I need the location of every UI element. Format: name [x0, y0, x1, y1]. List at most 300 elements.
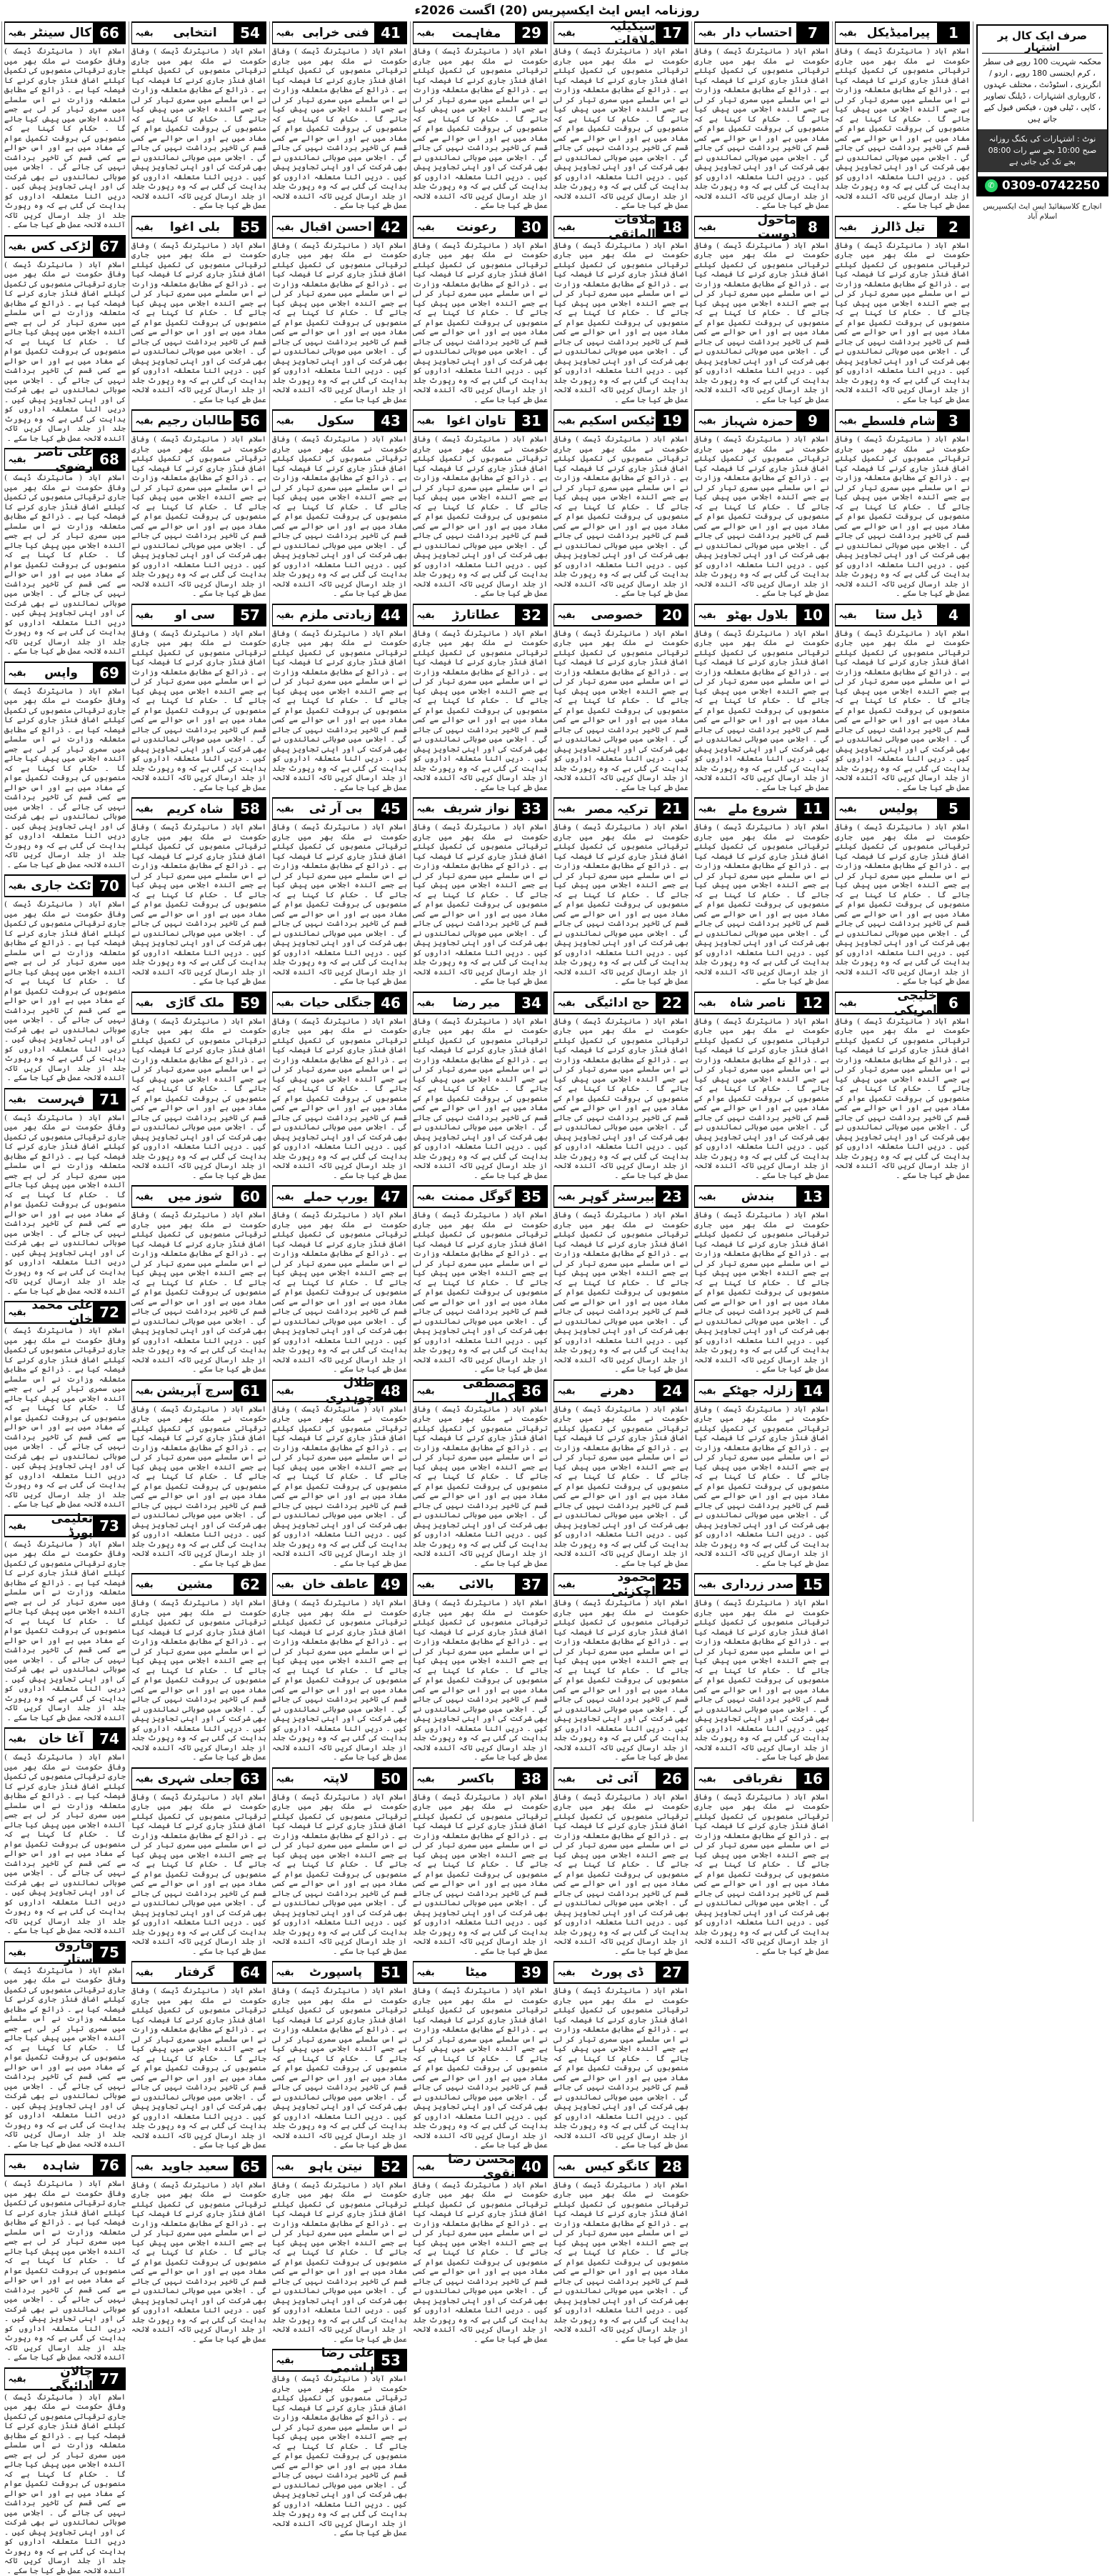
continued-tag: بقیہ — [272, 799, 297, 819]
story-number: 5 — [937, 799, 970, 819]
story-number: 65 — [234, 2157, 266, 2177]
story-header — [694, 797, 829, 820]
story-body: اسلام آباد ( مانیٹرنگ ڈیسک ) وفاقی حکومت نے ملک بھر میں جاری ترقیاتی منصوبوں کی تکمیل کیلئے اضافی فنڈز جاری کرنے کا فیصلہ کیا ہے ۔ ذرائع کے مطابق متعلقہ وزارت نے اس سلسلے میں سمری تیار کر لی ہے جسے آئندہ اجلاس میں پیش کیا جائے گا ۔ حکام کا کہنا ہے کہ منصوبوں کی بروقت تکمیل عوام کے مفاد میں ہے اور اس حوالے سے کسی قسم کی تاخیر برداشت نہیں کی جائے گی ۔ اجلاس میں صوبائی نمائندوں نے بھی شرکت کی اور اپنی تجاویز پیش کیں ۔ دریں اثنا متعلقہ اداروں کو ہدایت کی گئی ہے کہ وہ رپورٹ جلد از جلد ارسال کریں تاکہ آئندہ لائحہ عمل طے کیا جا سکے ۔ — [694, 435, 829, 599]
story-section — [272, 604, 407, 794]
story-title: لاپتہ — [297, 1769, 374, 1789]
continued-tag: بقیہ — [413, 2157, 438, 2177]
story-body: اسلام آباد ( مانیٹرنگ ڈیسک ) وفاقی حکومت نے ملک بھر میں جاری ترقیاتی منصوبوں کی تکمیل کیلئے اضافی فنڈز جاری کرنے کا فیصلہ کیا ہے ۔ ذرائع کے مطابق متعلقہ وزارت نے اس سلسلے میں سمری تیار کر لی ہے جسے آئندہ اجلاس میں پیش کیا جائے گا ۔ حکام کا کہنا ہے کہ منصوبوں کی بروقت تکمیل عوام کے مفاد میں ہے اور اس حوالے سے کسی قسم کی تاخیر برداشت نہیں کی جائے گی ۔ اجلاس میں صوبائی نمائندوں نے بھی شرکت کی اور اپنی تجاویز پیش کیں ۔ دریں اثنا متعلقہ اداروں کو ہدایت کی گئی ہے کہ وہ رپورٹ جلد از جلد ارسال کریں تاکہ آئندہ لائحہ عمل طے کیا جا سکے ۔ — [694, 629, 829, 794]
story-number: 16 — [796, 1769, 829, 1789]
story-header — [694, 1573, 829, 1596]
story-body: اسلام آباد ( مانیٹرنگ ڈیسک ) وفاقی حکومت نے ملک بھر میں جاری ترقیاتی منصوبوں کی تکمیل کیلئے اضافی فنڈز جاری کرنے کا فیصلہ کیا ہے ۔ ذرائع کے مطابق متعلقہ وزارت نے اس سلسلے میں سمری تیار کر لی ہے جسے آئندہ اجلاس میں پیش کیا جائے گا ۔ حکام کا کہنا ہے کہ منصوبوں کی بروقت تکمیل عوام کے مفاد میں ہے اور اس حوالے سے کسی قسم کی تاخیر برداشت نہیں کی جائے گی ۔ اجلاس میں صوبائی نمائندوں نے بھی شرکت کی اور اپنی تجاویز پیش کیں ۔ دریں اثنا متعلقہ اداروں کو ہدایت کی گئی ہے کہ وہ رپورٹ جلد از جلد ارسال کریں تاکہ آئندہ لائحہ عمل طے کیا جا سکے ۔ — [131, 1405, 266, 1569]
story-header — [272, 2349, 407, 2372]
story-body: اسلام آباد ( مانیٹرنگ ڈیسک ) وفاقی حکومت نے ملک بھر میں جاری ترقیاتی منصوبوں کی تکمیل کیلئے اضافی فنڈز جاری کرنے کا فیصلہ کیا ہے ۔ ذرائع کے مطابق متعلقہ وزارت نے اس سلسلے میں سمری تیار کر لی ہے جسے آئندہ اجلاس میں پیش کیا جائے گا ۔ حکام کا کہنا ہے کہ منصوبوں کی بروقت تکمیل عوام کے مفاد میں ہے اور اس حوالے سے کسی قسم کی تاخیر برداشت نہیں کی جائے گی ۔ اجلاس میں صوبائی نمائندوں نے بھی شرکت کی اور اپنی تجاویز پیش کیں ۔ دریں اثنا متعلقہ اداروں کو ہدایت کی گئی ہے کہ وہ رپورٹ جلد از جلد ارسال کریں تاکہ آئندہ لائحہ عمل طے کیا جا سکے ۔ — [413, 1987, 548, 2151]
story-body: اسلام آباد ( مانیٹرنگ ڈیسک ) وفاقی حکومت نے ملک بھر میں جاری ترقیاتی منصوبوں کی تکمیل کیلئے اضافی فنڈز جاری کرنے کا فیصلہ کیا ہے ۔ ذرائع کے مطابق متعلقہ وزارت نے اس سلسلے میں سمری تیار کر لی ہے جسے آئندہ اجلاس میں پیش کیا جائے گا ۔ حکام کا کہنا ہے کہ منصوبوں کی بروقت تکمیل عوام کے مفاد میں ہے اور اس حوالے سے کسی قسم کی تاخیر برداشت نہیں کی جائے گی ۔ اجلاس میں صوبائی نمائندوں نے بھی شرکت کی اور اپنی تجاویز پیش کیں ۔ دریں اثنا متعلقہ اداروں کو ہدایت کی گئی ہے کہ وہ رپورٹ جلد از جلد ارسال کریں تاکہ آئندہ لائحہ عمل طے کیا جا سکے ۔ — [131, 2181, 266, 2345]
story-number: 23 — [656, 1187, 688, 1207]
story-body: اسلام آباد ( مانیٹرنگ ڈیسک ) وفاقی حکومت نے ملک بھر میں جاری ترقیاتی منصوبوں کی تکمیل کیلئے اضافی فنڈز جاری کرنے کا فیصلہ کیا ہے ۔ ذرائع کے مطابق متعلقہ وزارت نے اس سلسلے میں سمری تیار کر لی ہے جسے آئندہ اجلاس میں پیش کیا جائے گا ۔ حکام کا کہنا ہے کہ منصوبوں کی بروقت تکمیل عوام کے مفاد میں ہے اور اس حوالے سے کسی قسم کی تاخیر برداشت نہیں کی جائے گی ۔ اجلاس میں صوبائی نمائندوں نے بھی شرکت کی اور اپنی تجاویز پیش کیں ۔ دریں اثنا متعلقہ اداروں کو ہدایت کی گئی ہے کہ وہ رپورٹ جلد از جلد ارسال کریں تاکہ آئندہ لائحہ عمل طے کیا جا سکے ۔ — [413, 435, 548, 599]
column-7 — [129, 21, 269, 1822]
story-number: 44 — [374, 605, 407, 625]
story-number: 10 — [796, 605, 829, 625]
story-body: اسلام آباد ( مانیٹرنگ ڈیسک ) وفاقی حکومت نے ملک بھر میں جاری ترقیاتی منصوبوں کی تکمیل کیلئے اضافی فنڈز جاری کرنے کا فیصلہ کیا ہے ۔ ذرائع کے مطابق متعلقہ وزارت نے اس سلسلے میں سمری تیار کر لی ہے جسے آئندہ اجلاس میں پیش کیا جائے گا ۔ حکام کا کہنا ہے کہ منصوبوں کی بروقت تکمیل عوام کے مفاد میں ہے اور اس حوالے سے کسی قسم کی تاخیر برداشت نہیں کی جائے گی ۔ اجلاس میں صوبائی نمائندوں نے بھی شرکت کی اور اپنی تجاویز پیش کیں ۔ دریں اثنا متعلقہ اداروں کو ہدایت کی گئی ہے کہ وہ رپورٹ جلد از جلد ارسال کریں تاکہ آئندہ لائحہ عمل طے کیا جا سکے ۔ — [4, 1967, 126, 2150]
story-section — [413, 1767, 548, 1957]
story-title: پولیس — [860, 799, 937, 819]
story-section — [272, 21, 407, 211]
story-body: اسلام آباد ( مانیٹرنگ ڈیسک ) وفاقی حکومت نے ملک بھر میں جاری ترقیاتی منصوبوں کی تکمیل کیلئے اضافی فنڈز جاری کرنے کا فیصلہ کیا ہے ۔ ذرائع کے مطابق متعلقہ وزارت نے اس سلسلے میں سمری تیار کر لی ہے جسے آئندہ اجلاس میں پیش کیا جائے گا ۔ حکام کا کہنا ہے کہ منصوبوں کی بروقت تکمیل عوام کے مفاد میں ہے اور اس حوالے سے کسی قسم کی تاخیر برداشت نہیں کی جائے گی ۔ اجلاس میں صوبائی نمائندوں نے بھی شرکت کی اور اپنی تجاویز پیش کیں ۔ دریں اثنا متعلقہ اداروں کو ہدایت کی گئی ہے کہ وہ رپورٹ جلد از جلد ارسال کریں تاکہ آئندہ لائحہ عمل طے کیا جا سکے ۔ — [272, 1987, 407, 2151]
continued-tag: بقیہ — [554, 1381, 578, 1401]
continued-tag: بقیہ — [4, 663, 29, 683]
story-body: اسلام آباد ( مانیٹرنگ ڈیسک ) وفاقی حکومت نے ملک بھر میں جاری ترقیاتی منصوبوں کی تکمیل کیلئے اضافی فنڈز جاری کرنے کا فیصلہ کیا ہے ۔ ذرائع کے مطابق متعلقہ وزارت نے اس سلسلے میں سمری تیار کر لی ہے جسے آئندہ اجلاس میں پیش کیا جائے گا ۔ حکام کا کہنا ہے کہ منصوبوں کی بروقت تکمیل عوام کے مفاد میں ہے اور اس حوالے سے کسی قسم کی تاخیر برداشت نہیں کی جائے گی ۔ اجلاس میں صوبائی نمائندوں نے بھی شرکت کی اور اپنی تجاویز پیش کیں ۔ دریں اثنا متعلقہ اداروں کو ہدایت کی گئی ہے کہ وہ رپورٹ جلد از جلد ارسال کریں تاکہ آئندہ لائحہ عمل طے کیا جا سکے ۔ — [272, 1599, 407, 1763]
story-section — [4, 1727, 126, 1937]
continued-tag: بقیہ — [554, 217, 578, 237]
story-body: اسلام آباد ( مانیٹرنگ ڈیسک ) وفاقی حکومت نے ملک بھر میں جاری ترقیاتی منصوبوں کی تکمیل کیلئے اضافی فنڈز جاری کرنے کا فیصلہ کیا ہے ۔ ذرائع کے مطابق متعلقہ وزارت نے اس سلسلے میں سمری تیار کر لی ہے جسے آئندہ اجلاس میں پیش کیا جائے گا ۔ حکام کا کہنا ہے کہ منصوبوں کی بروقت تکمیل عوام کے مفاد میں ہے اور اس حوالے سے کسی قسم کی تاخیر برداشت نہیں کی جائے گی ۔ اجلاس میں صوبائی نمائندوں نے بھی شرکت کی اور اپنی تجاویز پیش کیں ۔ دریں اثنا متعلقہ اداروں کو ہدایت کی گئی ہے کہ وہ رپورٹ جلد از جلد ارسال کریں تاکہ آئندہ لائحہ عمل طے کیا جا سکے ۔ — [554, 1211, 688, 1375]
story-number: 54 — [234, 23, 266, 43]
story-title: عاطف خان — [297, 1574, 374, 1594]
continued-tag: بقیہ — [131, 23, 156, 43]
column-8 — [1, 21, 128, 1822]
continued-tag: بقیہ — [694, 411, 719, 431]
story-title: تعلیمی بورڈ — [29, 1516, 93, 1536]
story-section — [413, 21, 548, 211]
continued-tag: بقیہ — [413, 1574, 438, 1594]
story-section — [413, 604, 548, 794]
continued-tag: بقیہ — [835, 23, 860, 43]
story-title: گرفتار — [156, 1962, 234, 1982]
story-header — [272, 216, 407, 239]
story-body: اسلام آباد ( مانیٹرنگ ڈیسک ) وفاقی حکومت نے ملک بھر میں جاری ترقیاتی منصوبوں کی تکمیل کیلئے اضافی فنڈز جاری کرنے کا فیصلہ کیا ہے ۔ ذرائع کے مطابق متعلقہ وزارت نے اس سلسلے میں سمری تیار کر لی ہے جسے آئندہ اجلاس میں پیش کیا جائے گا ۔ حکام کا کہنا ہے کہ منصوبوں کی بروقت تکمیل عوام کے مفاد میں ہے اور اس حوالے سے کسی قسم کی تاخیر برداشت نہیں کی جائے گی ۔ اجلاس میں صوبائی نمائندوں نے بھی شرکت کی اور اپنی تجاویز پیش کیں ۔ دریں اثنا متعلقہ اداروں کو ہدایت کی گئی ہے کہ وہ رپورٹ جلد از جلد ارسال کریں تاکہ آئندہ لائحہ عمل طے کیا جا سکے ۔ — [131, 241, 266, 406]
story-body: اسلام آباد ( مانیٹرنگ ڈیسک ) وفاقی حکومت نے ملک بھر میں جاری ترقیاتی منصوبوں کی تکمیل کیلئے اضافی فنڈز جاری کرنے کا فیصلہ کیا ہے ۔ ذرائع کے مطابق متعلقہ وزارت نے اس سلسلے میں سمری تیار کر لی ہے جسے آئندہ اجلاس میں پیش کیا جائے گا ۔ حکام کا کہنا ہے کہ منصوبوں کی بروقت تکمیل عوام کے مفاد میں ہے اور اس حوالے سے کسی قسم کی تاخیر برداشت نہیں کی جائے گی ۔ اجلاس میں صوبائی نمائندوں نے بھی شرکت کی اور اپنی تجاویز پیش کیں ۔ دریں اثنا متعلقہ اداروں کو ہدایت کی گئی ہے کہ وہ رپورٹ جلد از جلد ارسال کریں تاکہ آئندہ لائحہ عمل طے کیا جا سکے ۔ — [131, 1987, 266, 2151]
story-section — [4, 448, 126, 657]
continued-tag: بقیہ — [694, 217, 719, 237]
story-body: اسلام آباد ( مانیٹرنگ ڈیسک ) وفاقی حکومت نے ملک بھر میں جاری ترقیاتی منصوبوں کی تکمیل کیلئے اضافی فنڈز جاری کرنے کا فیصلہ کیا ہے ۔ ذرائع کے مطابق متعلقہ وزارت نے اس سلسلے میں سمری تیار کر لی ہے جسے آئندہ اجلاس میں پیش کیا جائے گا ۔ حکام کا کہنا ہے کہ منصوبوں کی بروقت تکمیل عوام کے مفاد میں ہے اور اس حوالے سے کسی قسم کی تاخیر برداشت نہیں کی جائے گی ۔ اجلاس میں صوبائی نمائندوں نے بھی شرکت کی اور اپنی تجاویز پیش کیں ۔ دریں اثنا متعلقہ اداروں کو ہدایت کی گئی ہے کہ وہ رپورٹ جلد از جلد ارسال کریں تاکہ آئندہ لائحہ عمل طے کیا جا سکے ۔ — [835, 823, 970, 987]
story-title: بلاول بھٹو — [719, 605, 796, 625]
story-section — [4, 2367, 126, 2576]
story-title: نقرباقی — [719, 1769, 796, 1789]
story-section — [554, 21, 688, 211]
continued-tag: بقیہ — [835, 993, 860, 1013]
classified-ad-box — [976, 24, 1108, 196]
story-header — [694, 1185, 829, 1208]
story-header — [835, 216, 970, 239]
story-section — [272, 992, 407, 1182]
story-section — [131, 2155, 266, 2345]
continued-tag: بقیہ — [554, 2157, 578, 2177]
story-body: اسلام آباد ( مانیٹرنگ ڈیسک ) وفاقی حکومت نے ملک بھر میں جاری ترقیاتی منصوبوں کی تکمیل کیلئے اضافی فنڈز جاری کرنے کا فیصلہ کیا ہے ۔ ذرائع کے مطابق متعلقہ وزارت نے اس سلسلے میں سمری تیار کر لی ہے جسے آئندہ اجلاس میں پیش کیا جائے گا ۔ حکام کا کہنا ہے کہ منصوبوں کی بروقت تکمیل عوام کے مفاد میں ہے اور اس حوالے سے کسی قسم کی تاخیر برداشت نہیں کی جائے گی ۔ اجلاس میں صوبائی نمائندوں نے بھی شرکت کی اور اپنی تجاویز پیش کیں ۔ دریں اثنا متعلقہ اداروں کو ہدایت کی گئی ہے کہ وہ رپورٹ جلد از جلد ارسال کریں تاکہ آئندہ لائحہ عمل طے کیا جا سکے ۔ — [272, 1211, 407, 1375]
story-title: تاوان اغوا — [438, 411, 515, 431]
whatsapp-icon: ✆ — [985, 179, 998, 192]
continued-tag: بقیہ — [4, 1089, 29, 1109]
story-header — [272, 21, 407, 44]
column-5 — [410, 21, 550, 1822]
story-number: 39 — [515, 1962, 548, 1982]
story-title: بیرسٹر گوہر — [578, 1187, 656, 1207]
story-number: 25 — [656, 1574, 688, 1594]
story-body: اسلام آباد ( مانیٹرنگ ڈیسک ) وفاقی حکومت نے ملک بھر میں جاری ترقیاتی منصوبوں کی تکمیل کیلئے اضافی فنڈز جاری کرنے کا فیصلہ کیا ہے ۔ ذرائع کے مطابق متعلقہ وزارت نے اس سلسلے میں سمری تیار کر لی ہے جسے آئندہ اجلاس میں پیش کیا جائے گا ۔ حکام کا کہنا ہے کہ منصوبوں کی بروقت تکمیل عوام کے مفاد میں ہے اور اس حوالے سے کسی قسم کی تاخیر برداشت نہیں کی جائے گی ۔ اجلاس میں صوبائی نمائندوں نے بھی شرکت کی اور اپنی تجاویز پیش کیں ۔ دریں اثنا متعلقہ اداروں کو ہدایت کی گئی ہے کہ وہ رپورٹ جلد از جلد ارسال کریں تاکہ آئندہ لائحہ عمل طے کیا جا سکے ۔ — [272, 823, 407, 987]
story-header — [554, 1767, 688, 1790]
story-section — [413, 1379, 548, 1569]
story-header — [4, 1941, 126, 1964]
story-header — [272, 797, 407, 820]
story-section — [554, 1573, 688, 1763]
story-title: میٹا — [438, 1962, 515, 1982]
ad-rates: محکمہ شہریت 100 روپے فی سطر ، کرم ایجنسی 180 روپے ، اردو / انگریزی ، اسٹوڈنٹ ، مختلف عہدوں ، کاروباری اشتہارات ، ڈیلنگ تصاویر ، کاپی ، ٹیلی فون ، فیکس قبول کیے جاتے ہیں — [982, 56, 1103, 125]
story-body: اسلام آباد ( مانیٹرنگ ڈیسک ) وفاقی حکومت نے ملک بھر میں جاری ترقیاتی منصوبوں کی تکمیل کیلئے اضافی فنڈز جاری کرنے کا فیصلہ کیا ہے ۔ ذرائع کے مطابق متعلقہ وزارت نے اس سلسلے میں سمری تیار کر لی ہے جسے آئندہ اجلاس میں پیش کیا جائے گا ۔ حکام کا کہنا ہے کہ منصوبوں کی بروقت تکمیل عوام کے مفاد میں ہے اور اس حوالے سے کسی قسم کی تاخیر برداشت نہیں کی جائے گی ۔ اجلاس میں صوبائی نمائندوں نے بھی شرکت کی اور اپنی تجاویز پیش کیں ۔ دریں اثنا متعلقہ اداروں کو ہدایت کی گئی ہے کہ وہ رپورٹ جلد از جلد ارسال کریں تاکہ آئندہ لائحہ عمل طے کیا جا سکے ۔ — [835, 1017, 970, 1182]
story-section — [554, 604, 688, 794]
continued-tag: بقیہ — [694, 23, 719, 43]
story-title: سی او — [156, 605, 234, 625]
story-title: سعید جاوید — [156, 2157, 234, 2177]
story-header — [272, 992, 407, 1014]
story-section — [413, 797, 548, 987]
story-body: اسلام آباد ( مانیٹرنگ ڈیسک ) وفاقی حکومت نے ملک بھر میں جاری ترقیاتی منصوبوں کی تکمیل کیلئے اضافی فنڈز جاری کرنے کا فیصلہ کیا ہے ۔ ذرائع کے مطابق متعلقہ وزارت نے اس سلسلے میں سمری تیار کر لی ہے جسے آئندہ اجلاس میں پیش کیا جائے گا ۔ حکام کا کہنا ہے کہ منصوبوں کی بروقت تکمیل عوام کے مفاد میں ہے اور اس حوالے سے کسی قسم کی تاخیر برداشت نہیں کی جائے گی ۔ اجلاس میں صوبائی نمائندوں نے بھی شرکت کی اور اپنی تجاویز پیش کیں ۔ دریں اثنا متعلقہ اداروں کو ہدایت کی گئی ہے کہ وہ رپورٹ جلد از جلد ارسال کریں تاکہ آئندہ لائحہ عمل طے کیا جا سکے ۔ — [554, 47, 688, 211]
story-title: باکسر — [438, 1769, 515, 1789]
continued-tag: بقیہ — [694, 605, 719, 625]
story-header — [272, 1767, 407, 1790]
story-title: طالبان رجیم — [156, 411, 234, 431]
story-body: اسلام آباد ( مانیٹرنگ ڈیسک ) وفاقی حکومت نے ملک بھر میں جاری ترقیاتی منصوبوں کی تکمیل کیلئے اضافی فنڈز جاری کرنے کا فیصلہ کیا ہے ۔ ذرائع کے مطابق متعلقہ وزارت نے اس سلسلے میں سمری تیار کر لی ہے جسے آئندہ اجلاس میں پیش کیا جائے گا ۔ حکام کا کہنا ہے کہ منصوبوں کی بروقت تکمیل عوام کے مفاد میں ہے اور اس حوالے سے کسی قسم کی تاخیر برداشت نہیں کی جائے گی ۔ اجلاس میں صوبائی نمائندوں نے بھی شرکت کی اور اپنی تجاویز پیش کیں ۔ دریں اثنا متعلقہ اداروں کو ہدایت کی گئی ہے کہ وہ رپورٹ جلد از جلد ارسال کریں تاکہ آئندہ لائحہ عمل طے کیا جا سکے ۔ — [554, 2181, 688, 2345]
story-number: 59 — [234, 993, 266, 1013]
story-title: فاروق ستار — [29, 1942, 93, 1962]
story-section — [131, 604, 266, 794]
story-number: 63 — [234, 1769, 266, 1789]
story-title: سکول — [297, 411, 374, 431]
story-header — [4, 2367, 126, 2390]
story-body: اسلام آباد ( مانیٹرنگ ڈیسک ) وفاقی حکومت نے ملک بھر میں جاری ترقیاتی منصوبوں کی تکمیل کیلئے اضافی فنڈز جاری کرنے کا فیصلہ کیا ہے ۔ ذرائع کے مطابق متعلقہ وزارت نے اس سلسلے میں سمری تیار کر لی ہے جسے آئندہ اجلاس میں پیش کیا جائے گا ۔ حکام کا کہنا ہے کہ منصوبوں کی بروقت تکمیل عوام کے مفاد میں ہے اور اس حوالے سے کسی قسم کی تاخیر برداشت نہیں کی جائے گی ۔ اجلاس میں صوبائی نمائندوں نے بھی شرکت کی اور اپنی تجاویز پیش کیں ۔ دریں اثنا متعلقہ اداروں کو ہدایت کی گئی ہے کہ وہ رپورٹ جلد از جلد ارسال کریں تاکہ آئندہ لائحہ عمل طے کیا جا سکے ۔ — [272, 435, 407, 599]
story-section — [4, 2154, 126, 2363]
story-header — [131, 1379, 266, 1402]
story-body: اسلام آباد ( مانیٹرنگ ڈیسک ) وفاقی حکومت نے ملک بھر میں جاری ترقیاتی منصوبوں کی تکمیل کیلئے اضافی فنڈز جاری کرنے کا فیصلہ کیا ہے ۔ ذرائع کے مطابق متعلقہ وزارت نے اس سلسلے میں سمری تیار کر لی ہے جسے آئندہ اجلاس میں پیش کیا جائے گا ۔ حکام کا کہنا ہے کہ منصوبوں کی بروقت تکمیل عوام کے مفاد میں ہے اور اس حوالے سے کسی قسم کی تاخیر برداشت نہیں کی جائے گی ۔ اجلاس میں صوبائی نمائندوں نے بھی شرکت کی اور اپنی تجاویز پیش کیں ۔ دریں اثنا متعلقہ اداروں کو ہدایت کی گئی ہے کہ وہ رپورٹ جلد از جلد ارسال کریں تاکہ آئندہ لائحہ عمل طے کیا جا سکے ۔ — [4, 47, 126, 231]
story-number: 13 — [796, 1187, 829, 1207]
story-number: 47 — [374, 1187, 407, 1207]
continued-tag: بقیہ — [413, 1962, 438, 1982]
continued-tag: بقیہ — [272, 411, 297, 431]
continued-tag: بقیہ — [272, 2157, 297, 2177]
continued-tag: بقیہ — [413, 23, 438, 43]
story-title: شام فلسطے — [860, 411, 937, 431]
story-header — [4, 2154, 126, 2177]
continued-tag: بقیہ — [131, 1962, 156, 1982]
story-body: اسلام آباد ( مانیٹرنگ ڈیسک ) وفاقی حکومت نے ملک بھر میں جاری ترقیاتی منصوبوں کی تکمیل کیلئے اضافی فنڈز جاری کرنے کا فیصلہ کیا ہے ۔ ذرائع کے مطابق متعلقہ وزارت نے اس سلسلے میں سمری تیار کر لی ہے جسے آئندہ اجلاس میں پیش کیا جائے گا ۔ حکام کا کہنا ہے کہ منصوبوں کی بروقت تکمیل عوام کے مفاد میں ہے اور اس حوالے سے کسی قسم کی تاخیر برداشت نہیں کی جائے گی ۔ اجلاس میں صوبائی نمائندوں نے بھی شرکت کی اور اپنی تجاویز پیش کیں ۔ دریں اثنا متعلقہ اداروں کو ہدایت کی گئی ہے کہ وہ رپورٹ جلد از جلد ارسال کریں تاکہ آئندہ لائحہ عمل طے کیا جا سکے ۔ — [131, 629, 266, 794]
story-section — [131, 992, 266, 1182]
continued-tag: بقیہ — [4, 1729, 29, 1749]
story-title: خلیجی امریکی — [860, 993, 937, 1013]
story-body: اسلام آباد ( مانیٹرنگ ڈیسک ) وفاقی حکومت نے ملک بھر میں جاری ترقیاتی منصوبوں کی تکمیل کیلئے اضافی فنڈز جاری کرنے کا فیصلہ کیا ہے ۔ ذرائع کے مطابق متعلقہ وزارت نے اس سلسلے میں سمری تیار کر لی ہے جسے آئندہ اجلاس میں پیش کیا جائے گا ۔ حکام کا کہنا ہے کہ منصوبوں کی بروقت تکمیل عوام کے مفاد میں ہے اور اس حوالے سے کسی قسم کی تاخیر برداشت نہیں کی جائے گی ۔ اجلاس میں صوبائی نمائندوں نے بھی شرکت کی اور اپنی تجاویز پیش کیں ۔ دریں اثنا متعلقہ اداروں کو ہدایت کی گئی ہے کہ وہ رپورٹ جلد از جلد ارسال کریں تاکہ آئندہ لائحہ عمل طے کیا جا سکے ۔ — [554, 435, 688, 599]
story-section — [4, 1301, 126, 1510]
story-section — [554, 1379, 688, 1569]
story-body: اسلام آباد ( مانیٹرنگ ڈیسک ) وفاقی حکومت نے ملک بھر میں جاری ترقیاتی منصوبوں کی تکمیل کیلئے اضافی فنڈز جاری کرنے کا فیصلہ کیا ہے ۔ ذرائع کے مطابق متعلقہ وزارت نے اس سلسلے میں سمری تیار کر لی ہے جسے آئندہ اجلاس میں پیش کیا جائے گا ۔ حکام کا کہنا ہے کہ منصوبوں کی بروقت تکمیل عوام کے مفاد میں ہے اور اس حوالے سے کسی قسم کی تاخیر برداشت نہیں کی جائے گی ۔ اجلاس میں صوبائی نمائندوں نے بھی شرکت کی اور اپنی تجاویز پیش کیں ۔ دریں اثنا متعلقہ اداروں کو ہدایت کی گئی ہے کہ وہ رپورٹ جلد از جلد ارسال کریں تاکہ آئندہ لائحہ عمل طے کیا جا سکے ۔ — [835, 241, 970, 406]
story-title: شاہ کریم — [156, 799, 234, 819]
continued-tag: بقیہ — [131, 605, 156, 625]
story-section — [694, 21, 829, 211]
ad-note: نوٹ : اشتہارات کی بکنگ روزانہ صبح 10:00 بجے سے رات 08:00 بجے تک کی جاتی ہے — [978, 129, 1107, 172]
story-header — [694, 409, 829, 432]
story-number: 20 — [656, 605, 688, 625]
story-title: عطاتارڑ — [438, 605, 515, 625]
story-title: ڈیل ستا — [860, 605, 937, 625]
continued-tag: بقیہ — [413, 993, 438, 1013]
story-body: اسلام آباد ( مانیٹرنگ ڈیسک ) وفاقی حکومت نے ملک بھر میں جاری ترقیاتی منصوبوں کی تکمیل کیلئے اضافی فنڈز جاری کرنے کا فیصلہ کیا ہے ۔ ذرائع کے مطابق متعلقہ وزارت نے اس سلسلے میں سمری تیار کر لی ہے جسے آئندہ اجلاس میں پیش کیا جائے گا ۔ حکام کا کہنا ہے کہ منصوبوں کی بروقت تکمیل عوام کے مفاد میں ہے اور اس حوالے سے کسی قسم کی تاخیر برداشت نہیں کی جائے گی ۔ اجلاس میں صوبائی نمائندوں نے بھی شرکت کی اور اپنی تجاویز پیش کیں ۔ دریں اثنا متعلقہ اداروں کو ہدایت کی گئی ہے کہ وہ رپورٹ جلد از جلد ارسال کریں تاکہ آئندہ لائحہ عمل طے کیا جا سکے ۔ — [131, 435, 266, 599]
story-number: 48 — [374, 1381, 407, 1401]
story-section — [272, 1379, 407, 1569]
story-title: آئی ٹی — [578, 1769, 656, 1789]
story-title: ٹیکس اسکیم — [578, 411, 656, 431]
continued-tag: بقیہ — [413, 1187, 438, 1207]
story-number: 46 — [374, 993, 407, 1013]
continued-tag: بقیہ — [413, 799, 438, 819]
story-title: فنی خرابی — [297, 23, 374, 43]
story-section — [272, 797, 407, 987]
story-body: اسلام آباد ( مانیٹرنگ ڈیسک ) وفاقی حکومت نے ملک بھر میں جاری ترقیاتی منصوبوں کی تکمیل کیلئے اضافی فنڈز جاری کرنے کا فیصلہ کیا ہے ۔ ذرائع کے مطابق متعلقہ وزارت نے اس سلسلے میں سمری تیار کر لی ہے جسے آئندہ اجلاس میں پیش کیا جائے گا ۔ حکام کا کہنا ہے کہ منصوبوں کی بروقت تکمیل عوام کے مفاد میں ہے اور اس حوالے سے کسی قسم کی تاخیر برداشت نہیں کی جائے گی ۔ اجلاس میں صوبائی نمائندوں نے بھی شرکت کی اور اپنی تجاویز پیش کیں ۔ دریں اثنا متعلقہ اداروں کو ہدایت کی گئی ہے کہ وہ رپورٹ جلد از جلد ارسال کریں تاکہ آئندہ لائحہ عمل طے کیا جا سکے ۔ — [272, 1405, 407, 1569]
continued-tag: بقیہ — [272, 1962, 297, 1982]
story-header — [413, 992, 548, 1014]
story-header — [554, 1379, 688, 1402]
story-title: جعلی شہری — [156, 1769, 234, 1789]
story-title: حمزہ شہباز — [719, 411, 796, 431]
story-body: اسلام آباد ( مانیٹرنگ ڈیسک ) وفاقی حکومت نے ملک بھر میں جاری ترقیاتی منصوبوں کی تکمیل کیلئے اضافی فنڈز جاری کرنے کا فیصلہ کیا ہے ۔ ذرائع کے مطابق متعلقہ وزارت نے اس سلسلے میں سمری تیار کر لی ہے جسے آئندہ اجلاس میں پیش کیا جائے گا ۔ حکام کا کہنا ہے کہ منصوبوں کی بروقت تکمیل عوام کے مفاد میں ہے اور اس حوالے سے کسی قسم کی تاخیر برداشت نہیں کی جائے گی ۔ اجلاس میں صوبائی نمائندوں نے بھی شرکت کی اور اپنی تجاویز پیش کیں ۔ دریں اثنا متعلقہ اداروں کو ہدایت کی گئی ہے کہ وہ رپورٹ جلد از جلد ارسال کریں تاکہ آئندہ لائحہ عمل طے کیا جا سکے ۔ — [272, 47, 407, 211]
story-section — [131, 1185, 266, 1375]
story-title: انتخابی — [156, 23, 234, 43]
story-header — [835, 21, 970, 44]
story-header — [272, 1961, 407, 1984]
story-section — [835, 992, 970, 1182]
story-number: 57 — [234, 605, 266, 625]
column-1 — [973, 21, 1111, 1822]
masthead-date: روزنامہ ایس ایٹ ایکسپریس (20) اگست 2026ء — [336, 3, 778, 21]
story-title: ڈی پورٹ — [578, 1962, 656, 1982]
story-number: 66 — [93, 23, 126, 43]
story-section — [131, 1379, 266, 1569]
story-title: آغا خان — [29, 1729, 93, 1749]
story-header — [131, 992, 266, 1014]
story-section — [554, 797, 688, 987]
story-header — [694, 216, 829, 239]
story-title: جنگلی حیات — [297, 993, 374, 1013]
story-section — [413, 409, 548, 599]
story-header — [272, 1573, 407, 1596]
continued-tag: بقیہ — [131, 1381, 156, 1401]
story-title: احسن اقبال — [297, 217, 374, 237]
story-number: 28 — [656, 2157, 688, 2177]
story-number: 17 — [656, 23, 688, 43]
story-header — [4, 21, 126, 44]
story-header — [694, 604, 829, 626]
continued-tag: بقیہ — [554, 23, 578, 43]
continued-tag: بقیہ — [835, 217, 860, 237]
story-section — [413, 2155, 548, 2345]
story-section — [272, 1573, 407, 1763]
story-header — [554, 797, 688, 820]
story-number: 52 — [374, 2157, 407, 2177]
story-number: 75 — [93, 1942, 126, 1962]
story-section — [694, 797, 829, 987]
story-body: اسلام آباد ( مانیٹرنگ ڈیسک ) وفاقی حکومت نے ملک بھر میں جاری ترقیاتی منصوبوں کی تکمیل کیلئے اضافی فنڈز جاری کرنے کا فیصلہ کیا ہے ۔ ذرائع کے مطابق متعلقہ وزارت نے اس سلسلے میں سمری تیار کر لی ہے جسے آئندہ اجلاس میں پیش کیا جائے گا ۔ حکام کا کہنا ہے کہ منصوبوں کی بروقت تکمیل عوام کے مفاد میں ہے اور اس حوالے سے کسی قسم کی تاخیر برداشت نہیں کی جائے گی ۔ اجلاس میں صوبائی نمائندوں نے بھی شرکت کی اور اپنی تجاویز پیش کیں ۔ دریں اثنا متعلقہ اداروں کو ہدایت کی گئی ہے کہ وہ رپورٹ جلد از جلد ارسال کریں تاکہ آئندہ لائحہ عمل طے کیا جا سکے ۔ — [413, 1017, 548, 1182]
column-4 — [551, 21, 691, 1822]
story-body: اسلام آباد ( مانیٹرنگ ڈیسک ) وفاقی حکومت نے ملک بھر میں جاری ترقیاتی منصوبوں کی تکمیل کیلئے اضافی فنڈز جاری کرنے کا فیصلہ کیا ہے ۔ ذرائع کے مطابق متعلقہ وزارت نے اس سلسلے میں سمری تیار کر لی ہے جسے آئندہ اجلاس میں پیش کیا جائے گا ۔ حکام کا کہنا ہے کہ منصوبوں کی بروقت تکمیل عوام کے مفاد میں ہے اور اس حوالے سے کسی قسم کی تاخیر برداشت نہیں کی جائے گی ۔ اجلاس میں صوبائی نمائندوں نے بھی شرکت کی اور اپنی تجاویز پیش کیں ۔ دریں اثنا متعلقہ اداروں کو ہدایت کی گئی ہے کہ وہ رپورٹ جلد از جلد ارسال کریں تاکہ آئندہ لائحہ عمل طے کیا جا سکے ۔ — [272, 629, 407, 794]
story-body: اسلام آباد ( مانیٹرنگ ڈیسک ) وفاقی حکومت نے ملک بھر میں جاری ترقیاتی منصوبوں کی تکمیل کیلئے اضافی فنڈز جاری کرنے کا فیصلہ کیا ہے ۔ ذرائع کے مطابق متعلقہ وزارت نے اس سلسلے میں سمری تیار کر لی ہے جسے آئندہ اجلاس میں پیش کیا جائے گا ۔ حکام کا کہنا ہے کہ منصوبوں کی بروقت تکمیل عوام کے مفاد میں ہے اور اس حوالے سے کسی قسم کی تاخیر برداشت نہیں کی جائے گی ۔ اجلاس میں صوبائی نمائندوں نے بھی شرکت کی اور اپنی تجاویز پیش کیں ۔ دریں اثنا متعلقہ اداروں کو ہدایت کی گئی ہے کہ وہ رپورٹ جلد از جلد ارسال کریں تاکہ آئندہ لائحہ عمل طے کیا جا سکے ۔ — [413, 1793, 548, 1957]
continued-tag: بقیہ — [272, 1187, 297, 1207]
story-header — [413, 1961, 548, 1984]
story-title: بلی اغوا — [156, 217, 234, 237]
story-body: اسلام آباد ( مانیٹرنگ ڈیسک ) وفاقی حکومت نے ملک بھر میں جاری ترقیاتی منصوبوں کی تکمیل کیلئے اضافی فنڈز جاری کرنے کا فیصلہ کیا ہے ۔ ذرائع کے مطابق متعلقہ وزارت نے اس سلسلے میں سمری تیار کر لی ہے جسے آئندہ اجلاس میں پیش کیا جائے گا ۔ حکام کا کہنا ہے کہ منصوبوں کی بروقت تکمیل عوام کے مفاد میں ہے اور اس حوالے سے کسی قسم کی تاخیر برداشت نہیں کی جائے گی ۔ اجلاس میں صوبائی نمائندوں نے بھی شرکت کی اور اپنی تجاویز پیش کیں ۔ دریں اثنا متعلقہ اداروں کو ہدایت کی گئی ہے کہ وہ رپورٹ جلد از جلد ارسال کریں تاکہ آئندہ لائحہ عمل طے کیا جا سکے ۔ — [554, 241, 688, 406]
story-title: فہرست — [29, 1089, 93, 1109]
story-number: 11 — [796, 799, 829, 819]
story-number: 72 — [93, 1302, 126, 1322]
story-section — [272, 2155, 407, 2345]
story-title: رعونت — [438, 217, 515, 237]
story-section — [413, 1185, 548, 1375]
story-section — [413, 1961, 548, 2151]
story-title: لڑکی کس — [29, 236, 93, 256]
story-body: اسلام آباد ( مانیٹرنگ ڈیسک ) وفاقی حکومت نے ملک بھر میں جاری ترقیاتی منصوبوں کی تکمیل کیلئے اضافی فنڈز جاری کرنے کا فیصلہ کیا ہے ۔ ذرائع کے مطابق متعلقہ وزارت نے اس سلسلے میں سمری تیار کر لی ہے جسے آئندہ اجلاس میں پیش کیا جائے گا ۔ حکام کا کہنا ہے کہ منصوبوں کی بروقت تکمیل عوام کے مفاد میں ہے اور اس حوالے سے کسی قسم کی تاخیر برداشت نہیں کی جائے گی ۔ اجلاس میں صوبائی نمائندوں نے بھی شرکت کی اور اپنی تجاویز پیش کیں ۔ دریں اثنا متعلقہ اداروں کو ہدایت کی گئی ہے کہ وہ رپورٹ جلد از جلد ارسال کریں تاکہ آئندہ لائحہ عمل طے کیا جا سکے ۔ — [4, 474, 126, 657]
continued-tag: بقیہ — [131, 217, 156, 237]
story-header — [554, 992, 688, 1014]
story-title: شاہدہ — [29, 2155, 93, 2175]
story-title: میر رضا — [438, 993, 515, 1013]
story-header — [4, 1514, 126, 1537]
continued-tag: بقیہ — [131, 411, 156, 431]
story-title: محسن رضا نقوی — [438, 2157, 515, 2177]
story-section — [131, 1573, 266, 1763]
continued-tag: بقیہ — [413, 1769, 438, 1789]
story-body: اسلام آباد ( مانیٹرنگ ڈیسک ) وفاقی حکومت نے ملک بھر میں جاری ترقیاتی منصوبوں کی تکمیل کیلئے اضافی فنڈز جاری کرنے کا فیصلہ کیا ہے ۔ ذرائع کے مطابق متعلقہ وزارت نے اس سلسلے میں سمری تیار کر لی ہے جسے آئندہ اجلاس میں پیش کیا جائے گا ۔ حکام کا کہنا ہے کہ منصوبوں کی بروقت تکمیل عوام کے مفاد میں ہے اور اس حوالے سے کسی قسم کی تاخیر برداشت نہیں کی جائے گی ۔ اجلاس میں صوبائی نمائندوں نے بھی شرکت کی اور اپنی تجاویز پیش کیں ۔ دریں اثنا متعلقہ اداروں کو ہدایت کی گئی ہے کہ وہ رپورٹ جلد از جلد ارسال کریں تاکہ آئندہ لائحہ عمل طے کیا جا سکے ۔ — [4, 1327, 126, 1510]
story-header — [272, 409, 407, 432]
story-number: 24 — [656, 1381, 688, 1401]
story-title: بندش — [719, 1187, 796, 1207]
story-title: سیکیلیہ ملاقات — [578, 23, 656, 43]
story-body: اسلام آباد ( مانیٹرنگ ڈیسک ) وفاقی حکومت نے ملک بھر میں جاری ترقیاتی منصوبوں کی تکمیل کیلئے اضافی فنڈز جاری کرنے کا فیصلہ کیا ہے ۔ ذرائع کے مطابق متعلقہ وزارت نے اس سلسلے میں سمری تیار کر لی ہے جسے آئندہ اجلاس میں پیش کیا جائے گا ۔ حکام کا کہنا ہے کہ منصوبوں کی بروقت تکمیل عوام کے مفاد میں ہے اور اس حوالے سے کسی قسم کی تاخیر برداشت نہیں کی جائے گی ۔ اجلاس میں صوبائی نمائندوں نے بھی شرکت کی اور اپنی تجاویز پیش کیں ۔ دریں اثنا متعلقہ اداروں کو ہدایت کی گئی ہے کہ وہ رپورٹ جلد از جلد ارسال کریں تاکہ آئندہ لائحہ عمل طے کیا جا سکے ۔ — [413, 47, 548, 211]
story-number: 33 — [515, 799, 548, 819]
continued-tag: بقیہ — [413, 411, 438, 431]
continued-tag: بقیہ — [694, 1381, 719, 1401]
story-section — [835, 216, 970, 406]
story-title: ناصر شاہ — [719, 993, 796, 1013]
story-body: اسلام آباد ( مانیٹرنگ ڈیسک ) وفاقی حکومت نے ملک بھر میں جاری ترقیاتی منصوبوں کی تکمیل کیلئے اضافی فنڈز جاری کرنے کا فیصلہ کیا ہے ۔ ذرائع کے مطابق متعلقہ وزارت نے اس سلسلے میں سمری تیار کر لی ہے جسے آئندہ اجلاس میں پیش کیا جائے گا ۔ حکام کا کہنا ہے کہ منصوبوں کی بروقت تکمیل عوام کے مفاد میں ہے اور اس حوالے سے کسی قسم کی تاخیر برداشت نہیں کی جائے گی ۔ اجلاس میں صوبائی نمائندوں نے بھی شرکت کی اور اپنی تجاویز پیش کیں ۔ دریں اثنا متعلقہ اداروں کو ہدایت کی گئی ہے کہ وہ رپورٹ جلد از جلد ارسال کریں تاکہ آئندہ لائحہ عمل طے کیا جا سکے ۔ — [272, 1793, 407, 1957]
story-body: اسلام آباد ( مانیٹرنگ ڈیسک ) وفاقی حکومت نے ملک بھر میں جاری ترقیاتی منصوبوں کی تکمیل کیلئے اضافی فنڈز جاری کرنے کا فیصلہ کیا ہے ۔ ذرائع کے مطابق متعلقہ وزارت نے اس سلسلے میں سمری تیار کر لی ہے جسے آئندہ اجلاس میں پیش کیا جائے گا ۔ حکام کا کہنا ہے کہ منصوبوں کی بروقت تکمیل عوام کے مفاد میں ہے اور اس حوالے سے کسی قسم کی تاخیر برداشت نہیں کی جائے گی ۔ اجلاس میں صوبائی نمائندوں نے بھی شرکت کی اور اپنی تجاویز پیش کیں ۔ دریں اثنا متعلقہ اداروں کو ہدایت کی گئی ہے کہ وہ رپورٹ جلد از جلد ارسال کریں تاکہ آئندہ لائحہ عمل طے کیا جا سکے ۔ — [413, 1599, 548, 1763]
story-body: اسلام آباد ( مانیٹرنگ ڈیسک ) وفاقی حکومت نے ملک بھر میں جاری ترقیاتی منصوبوں کی تکمیل کیلئے اضافی فنڈز جاری کرنے کا فیصلہ کیا ہے ۔ ذرائع کے مطابق متعلقہ وزارت نے اس سلسلے میں سمری تیار کر لی ہے جسے آئندہ اجلاس میں پیش کیا جائے گا ۔ حکام کا کہنا ہے کہ منصوبوں کی بروقت تکمیل عوام کے مفاد میں ہے اور اس حوالے سے کسی قسم کی تاخیر برداشت نہیں کی جائے گی ۔ اجلاس میں صوبائی نمائندوں نے بھی شرکت کی اور اپنی تجاویز پیش کیں ۔ دریں اثنا متعلقہ اداروں کو ہدایت کی گئی ہے کہ وہ رپورٹ جلد از جلد ارسال کریں تاکہ آئندہ لائحہ عمل طے کیا جا سکے ۔ — [4, 687, 126, 871]
story-body: اسلام آباد ( مانیٹرنگ ڈیسک ) وفاقی حکومت نے ملک بھر میں جاری ترقیاتی منصوبوں کی تکمیل کیلئے اضافی فنڈز جاری کرنے کا فیصلہ کیا ہے ۔ ذرائع کے مطابق متعلقہ وزارت نے اس سلسلے میں سمری تیار کر لی ہے جسے آئندہ اجلاس میں پیش کیا جائے گا ۔ حکام کا کہنا ہے کہ منصوبوں کی بروقت تکمیل عوام کے مفاد میں ہے اور اس حوالے سے کسی قسم کی تاخیر برداشت نہیں کی جائے گی ۔ اجلاس میں صوبائی نمائندوں نے بھی شرکت کی اور اپنی تجاویز پیش کیں ۔ دریں اثنا متعلقہ اداروں کو ہدایت کی گئی ہے کہ وہ رپورٹ جلد از جلد ارسال کریں تاکہ آئندہ لائحہ عمل طے کیا جا سکے ۔ — [554, 629, 688, 794]
story-number: 64 — [234, 1962, 266, 1982]
story-header — [694, 1767, 829, 1790]
story-title: ٹکٹ جاری — [29, 876, 93, 896]
story-number: 7 — [796, 23, 829, 43]
story-number: 68 — [93, 449, 126, 469]
story-header — [413, 1379, 548, 1402]
story-number: 58 — [234, 799, 266, 819]
story-section — [835, 409, 970, 599]
story-body: اسلام آباد ( مانیٹرنگ ڈیسک ) وفاقی حکومت نے ملک بھر میں جاری ترقیاتی منصوبوں کی تکمیل کیلئے اضافی فنڈز جاری کرنے کا فیصلہ کیا ہے ۔ ذرائع کے مطابق متعلقہ وزارت نے اس سلسلے میں سمری تیار کر لی ہے جسے آئندہ اجلاس میں پیش کیا جائے گا ۔ حکام کا کہنا ہے کہ منصوبوں کی بروقت تکمیل عوام کے مفاد میں ہے اور اس حوالے سے کسی قسم کی تاخیر برداشت نہیں کی جائے گی ۔ اجلاس میں صوبائی نمائندوں نے بھی شرکت کی اور اپنی تجاویز پیش کیں ۔ دریں اثنا متعلقہ اداروں کو ہدایت کی گئی ہے کہ وہ رپورٹ جلد از جلد ارسال کریں تاکہ آئندہ لائحہ عمل طے کیا جا سکے ۔ — [131, 47, 266, 211]
continued-tag: بقیہ — [4, 1942, 29, 1962]
story-number: 43 — [374, 411, 407, 431]
story-title: تیل ڈالرز — [860, 217, 937, 237]
story-section — [694, 409, 829, 599]
story-header — [131, 216, 266, 239]
story-body: اسلام آباد ( مانیٹرنگ ڈیسک ) وفاقی حکومت نے ملک بھر میں جاری ترقیاتی منصوبوں کی تکمیل کیلئے اضافی فنڈز جاری کرنے کا فیصلہ کیا ہے ۔ ذرائع کے مطابق متعلقہ وزارت نے اس سلسلے میں سمری تیار کر لی ہے جسے آئندہ اجلاس میں پیش کیا جائے گا ۔ حکام کا کہنا ہے کہ منصوبوں کی بروقت تکمیل عوام کے مفاد میں ہے اور اس حوالے سے کسی قسم کی تاخیر برداشت نہیں کی جائے گی ۔ اجلاس میں صوبائی نمائندوں نے بھی شرکت کی اور اپنی تجاویز پیش کیں ۔ دریں اثنا متعلقہ اداروں کو ہدایت کی گئی ہے کہ وہ رپورٹ جلد از جلد ارسال کریں تاکہ آئندہ لائحہ عمل طے کیا جا سکے ۔ — [554, 1017, 688, 1182]
story-header — [554, 1185, 688, 1208]
story-body: اسلام آباد ( مانیٹرنگ ڈیسک ) وفاقی حکومت نے ملک بھر میں جاری ترقیاتی منصوبوں کی تکمیل کیلئے اضافی فنڈز جاری کرنے کا فیصلہ کیا ہے ۔ ذرائع کے مطابق متعلقہ وزارت نے اس سلسلے میں سمری تیار کر لی ہے جسے آئندہ اجلاس میں پیش کیا جائے گا ۔ حکام کا کہنا ہے کہ منصوبوں کی بروقت تکمیل عوام کے مفاد میں ہے اور اس حوالے سے کسی قسم کی تاخیر برداشت نہیں کی جائے گی ۔ اجلاس میں صوبائی نمائندوں نے بھی شرکت کی اور اپنی تجاویز پیش کیں ۔ دریں اثنا متعلقہ اداروں کو ہدایت کی گئی ہے کہ وہ رپورٹ جلد از جلد ارسال کریں تاکہ آئندہ لائحہ عمل طے کیا جا سکے ۔ — [413, 241, 548, 406]
story-section — [694, 992, 829, 1182]
story-section — [554, 2155, 688, 2345]
continued-tag: بقیہ — [835, 799, 860, 819]
story-section — [694, 1767, 829, 1957]
story-number: 76 — [93, 2155, 126, 2175]
story-header — [554, 604, 688, 626]
story-number: 32 — [515, 605, 548, 625]
story-body: اسلام آباد ( مانیٹرنگ ڈیسک ) وفاقی حکومت نے ملک بھر میں جاری ترقیاتی منصوبوں کی تکمیل کیلئے اضافی فنڈز جاری کرنے کا فیصلہ کیا ہے ۔ ذرائع کے مطابق متعلقہ وزارت نے اس سلسلے میں سمری تیار کر لی ہے جسے آئندہ اجلاس میں پیش کیا جائے گا ۔ حکام کا کہنا ہے کہ منصوبوں کی بروقت تکمیل عوام کے مفاد میں ہے اور اس حوالے سے کسی قسم کی تاخیر برداشت نہیں کی جائے گی ۔ اجلاس میں صوبائی نمائندوں نے بھی شرکت کی اور اپنی تجاویز پیش کیں ۔ دریں اثنا متعلقہ اداروں کو ہدایت کی گئی ہے کہ وہ رپورٹ جلد از جلد ارسال کریں تاکہ آئندہ لائحہ عمل طے کیا جا سکے ۔ — [272, 1017, 407, 1182]
story-number: 22 — [656, 993, 688, 1013]
continued-tag: بقیہ — [4, 2369, 29, 2389]
story-header — [835, 992, 970, 1014]
story-number: 19 — [656, 411, 688, 431]
story-title: یورپ حملے — [297, 1187, 374, 1207]
story-body: اسلام آباد ( مانیٹرنگ ڈیسک ) وفاقی حکومت نے ملک بھر میں جاری ترقیاتی منصوبوں کی تکمیل کیلئے اضافی فنڈز جاری کرنے کا فیصلہ کیا ہے ۔ ذرائع کے مطابق متعلقہ وزارت نے اس سلسلے میں سمری تیار کر لی ہے جسے آئندہ اجلاس میں پیش کیا جائے گا ۔ حکام کا کہنا ہے کہ منصوبوں کی بروقت تکمیل عوام کے مفاد میں ہے اور اس حوالے سے کسی قسم کی تاخیر برداشت نہیں کی جائے گی ۔ اجلاس میں صوبائی نمائندوں نے بھی شرکت کی اور اپنی تجاویز پیش کیں ۔ دریں اثنا متعلقہ اداروں کو ہدایت کی گئی ہے کہ وہ رپورٹ جلد از جلد ارسال کریں تاکہ آئندہ لائحہ عمل طے کیا جا سکے ۔ — [131, 1017, 266, 1182]
story-section — [131, 797, 266, 987]
story-section — [131, 1767, 266, 1957]
story-title: سرچ آپریشن — [156, 1381, 234, 1401]
story-section — [4, 662, 126, 871]
continued-tag: بقیہ — [272, 2350, 297, 2370]
story-section — [554, 1185, 688, 1375]
story-header — [413, 216, 548, 239]
continued-tag: بقیہ — [4, 449, 29, 469]
story-title: طلال چوہدری — [297, 1381, 374, 1401]
story-section — [131, 1961, 266, 2151]
continued-tag: بقیہ — [131, 799, 156, 819]
continued-tag: بقیہ — [272, 1381, 297, 1401]
continued-tag: بقیہ — [131, 1187, 156, 1207]
story-header — [272, 2155, 407, 2178]
story-section — [131, 216, 266, 406]
story-section — [272, 216, 407, 406]
continued-tag: بقیہ — [694, 799, 719, 819]
story-title: علی ناصر رضوی — [29, 449, 93, 469]
story-body: اسلام آباد ( مانیٹرنگ ڈیسک ) وفاقی حکومت نے ملک بھر میں جاری ترقیاتی منصوبوں کی تکمیل کیلئے اضافی فنڈز جاری کرنے کا فیصلہ کیا ہے ۔ ذرائع کے مطابق متعلقہ وزارت نے اس سلسلے میں سمری تیار کر لی ہے جسے آئندہ اجلاس میں پیش کیا جائے گا ۔ حکام کا کہنا ہے کہ منصوبوں کی بروقت تکمیل عوام کے مفاد میں ہے اور اس حوالے سے کسی قسم کی تاخیر برداشت نہیں کی جائے گی ۔ اجلاس میں صوبائی نمائندوں نے بھی شرکت کی اور اپنی تجاویز پیش کیں ۔ دریں اثنا متعلقہ اداروں کو ہدایت کی گئی ہے کہ وہ رپورٹ جلد از جلد ارسال کریں تاکہ آئندہ لائحہ عمل طے کیا جا سکے ۔ — [4, 2180, 126, 2363]
story-body: اسلام آباد ( مانیٹرنگ ڈیسک ) وفاقی حکومت نے ملک بھر میں جاری ترقیاتی منصوبوں کی تکمیل کیلئے اضافی فنڈز جاری کرنے کا فیصلہ کیا ہے ۔ ذرائع کے مطابق متعلقہ وزارت نے اس سلسلے میں سمری تیار کر لی ہے جسے آئندہ اجلاس میں پیش کیا جائے گا ۔ حکام کا کہنا ہے کہ منصوبوں کی بروقت تکمیل عوام کے مفاد میں ہے اور اس حوالے سے کسی قسم کی تاخیر برداشت نہیں کی جائے گی ۔ اجلاس میں صوبائی نمائندوں نے بھی شرکت کی اور اپنی تجاویز پیش کیں ۔ دریں اثنا متعلقہ اداروں کو ہدایت کی گئی ہے کہ وہ رپورٹ جلد از جلد ارسال کریں تاکہ آئندہ لائحہ عمل طے کیا جا سکے ۔ — [4, 1753, 126, 1937]
story-header — [694, 992, 829, 1014]
story-body: اسلام آباد ( مانیٹرنگ ڈیسک ) وفاقی حکومت نے ملک بھر میں جاری ترقیاتی منصوبوں کی تکمیل کیلئے اضافی فنڈز جاری کرنے کا فیصلہ کیا ہے ۔ ذرائع کے مطابق متعلقہ وزارت نے اس سلسلے میں سمری تیار کر لی ہے جسے آئندہ اجلاس میں پیش کیا جائے گا ۔ حکام کا کہنا ہے کہ منصوبوں کی بروقت تکمیل عوام کے مفاد میں ہے اور اس حوالے سے کسی قسم کی تاخیر برداشت نہیں کی جائے گی ۔ اجلاس میں صوبائی نمائندوں نے بھی شرکت کی اور اپنی تجاویز پیش کیں ۔ دریں اثنا متعلقہ اداروں کو ہدایت کی گئی ہے کہ وہ رپورٹ جلد از جلد ارسال کریں تاکہ آئندہ لائحہ عمل طے کیا جا سکے ۔ — [413, 1405, 548, 1569]
story-body: اسلام آباد ( مانیٹرنگ ڈیسک ) وفاقی حکومت نے ملک بھر میں جاری ترقیاتی منصوبوں کی تکمیل کیلئے اضافی فنڈز جاری کرنے کا فیصلہ کیا ہے ۔ ذرائع کے مطابق متعلقہ وزارت نے اس سلسلے میں سمری تیار کر لی ہے جسے آئندہ اجلاس میں پیش کیا جائے گا ۔ حکام کا کہنا ہے کہ منصوبوں کی بروقت تکمیل عوام کے مفاد میں ہے اور اس حوالے سے کسی قسم کی تاخیر برداشت نہیں کی جائے گی ۔ اجلاس میں صوبائی نمائندوں نے بھی شرکت کی اور اپنی تجاویز پیش کیں ۔ دریں اثنا متعلقہ اداروں کو ہدایت کی گئی ہے کہ وہ رپورٹ جلد از جلد ارسال کریں تاکہ آئندہ لائحہ عمل طے کیا جا سکے ۔ — [272, 2181, 407, 2345]
story-header — [554, 409, 688, 432]
story-body: اسلام آباد ( مانیٹرنگ ڈیسک ) وفاقی حکومت نے ملک بھر میں جاری ترقیاتی منصوبوں کی تکمیل کیلئے اضافی فنڈز جاری کرنے کا فیصلہ کیا ہے ۔ ذرائع کے مطابق متعلقہ وزارت نے اس سلسلے میں سمری تیار کر لی ہے جسے آئندہ اجلاس میں پیش کیا جائے گا ۔ حکام کا کہنا ہے کہ منصوبوں کی بروقت تکمیل عوام کے مفاد میں ہے اور اس حوالے سے کسی قسم کی تاخیر برداشت نہیں کی جائے گی ۔ اجلاس میں صوبائی نمائندوں نے بھی شرکت کی اور اپنی تجاویز پیش کیں ۔ دریں اثنا متعلقہ اداروں کو ہدایت کی گئی ہے کہ وہ رپورٹ جلد از جلد ارسال کریں تاکہ آئندہ لائحہ عمل طے کیا جا سکے ۔ — [554, 1405, 688, 1569]
continued-tag: بقیہ — [4, 1516, 29, 1536]
story-number: 36 — [515, 1381, 548, 1401]
story-header — [554, 21, 688, 44]
story-title: علی رضا ہاشمی — [297, 2350, 374, 2370]
story-title: دھرنے — [578, 1381, 656, 1401]
ad-title: صرف ایک کال پر اشتہار — [982, 30, 1103, 54]
story-body: اسلام آباد ( مانیٹرنگ ڈیسک ) وفاقی حکومت نے ملک بھر میں جاری ترقیاتی منصوبوں کی تکمیل کیلئے اضافی فنڈز جاری کرنے کا فیصلہ کیا ہے ۔ ذرائع کے مطابق متعلقہ وزارت نے اس سلسلے میں سمری تیار کر لی ہے جسے آئندہ اجلاس میں پیش کیا جائے گا ۔ حکام کا کہنا ہے کہ منصوبوں کی بروقت تکمیل عوام کے مفاد میں ہے اور اس حوالے سے کسی قسم کی تاخیر برداشت نہیں کی جائے گی ۔ اجلاس میں صوبائی نمائندوں نے بھی شرکت کی اور اپنی تجاویز پیش کیں ۔ دریں اثنا متعلقہ اداروں کو ہدایت کی گئی ہے کہ وہ رپورٹ جلد از جلد ارسال کریں تاکہ آئندہ لائحہ عمل طے کیا جا سکے ۔ — [835, 435, 970, 599]
story-body: اسلام آباد ( مانیٹرنگ ڈیسک ) وفاقی حکومت نے ملک بھر میں جاری ترقیاتی منصوبوں کی تکمیل کیلئے اضافی فنڈز جاری کرنے کا فیصلہ کیا ہے ۔ ذرائع کے مطابق متعلقہ وزارت نے اس سلسلے میں سمری تیار کر لی ہے جسے آئندہ اجلاس میں پیش کیا جائے گا ۔ حکام کا کہنا ہے کہ منصوبوں کی بروقت تکمیل عوام کے مفاد میں ہے اور اس حوالے سے کسی قسم کی تاخیر برداشت نہیں کی جائے گی ۔ اجلاس میں صوبائی نمائندوں نے بھی شرکت کی اور اپنی تجاویز پیش کیں ۔ دریں اثنا متعلقہ اداروں کو ہدایت کی گئی ہے کہ وہ رپورٹ جلد از جلد ارسال کریں تاکہ آئندہ لائحہ عمل طے کیا جا سکے ۔ — [694, 1793, 829, 1957]
story-number: 60 — [234, 1187, 266, 1207]
story-number: 53 — [374, 2350, 407, 2370]
continued-tag: بقیہ — [131, 1769, 156, 1789]
continued-tag: بقیہ — [554, 993, 578, 1013]
continued-tag: بقیہ — [272, 1574, 297, 1594]
continued-tag: بقیہ — [554, 1574, 578, 1594]
continued-tag: بقیہ — [131, 2157, 156, 2177]
continued-tag: بقیہ — [554, 605, 578, 625]
story-section — [272, 1961, 407, 2151]
story-header — [272, 1185, 407, 1208]
story-title: حج ادائیگی — [578, 993, 656, 1013]
story-number: 34 — [515, 993, 548, 1013]
story-header — [272, 1379, 407, 1402]
story-number: 73 — [93, 1516, 126, 1536]
story-number: 71 — [93, 1089, 126, 1109]
story-body: اسلام آباد ( مانیٹرنگ ڈیسک ) وفاقی حکومت نے ملک بھر میں جاری ترقیاتی منصوبوں کی تکمیل کیلئے اضافی فنڈز جاری کرنے کا فیصلہ کیا ہے ۔ ذرائع کے مطابق متعلقہ وزارت نے اس سلسلے میں سمری تیار کر لی ہے جسے آئندہ اجلاس میں پیش کیا جائے گا ۔ حکام کا کہنا ہے کہ منصوبوں کی بروقت تکمیل عوام کے مفاد میں ہے اور اس حوالے سے کسی قسم کی تاخیر برداشت نہیں کی جائے گی ۔ اجلاس میں صوبائی نمائندوں نے بھی شرکت کی اور اپنی تجاویز پیش کیں ۔ دریں اثنا متعلقہ اداروں کو ہدایت کی گئی ہے کہ وہ رپورٹ جلد از جلد ارسال کریں تاکہ آئندہ لائحہ عمل طے کیا جا سکے ۔ — [413, 823, 548, 987]
story-header — [554, 1573, 688, 1596]
story-number: 40 — [515, 2157, 548, 2177]
story-section — [694, 604, 829, 794]
story-body: اسلام آباد ( مانیٹرنگ ڈیسک ) وفاقی حکومت نے ملک بھر میں جاری ترقیاتی منصوبوں کی تکمیل کیلئے اضافی فنڈز جاری کرنے کا فیصلہ کیا ہے ۔ ذرائع کے مطابق متعلقہ وزارت نے اس سلسلے میں سمری تیار کر لی ہے جسے آئندہ اجلاس میں پیش کیا جائے گا ۔ حکام کا کہنا ہے کہ منصوبوں کی بروقت تکمیل عوام کے مفاد میں ہے اور اس حوالے سے کسی قسم کی تاخیر برداشت نہیں کی جائے گی ۔ اجلاس میں صوبائی نمائندوں نے بھی شرکت کی اور اپنی تجاویز پیش کیں ۔ دریں اثنا متعلقہ اداروں کو ہدایت کی گئی ہے کہ وہ رپورٹ جلد از جلد ارسال کریں تاکہ آئندہ لائحہ عمل طے کیا جا سکے ۔ — [4, 900, 126, 1084]
continued-tag: بقیہ — [4, 876, 29, 896]
